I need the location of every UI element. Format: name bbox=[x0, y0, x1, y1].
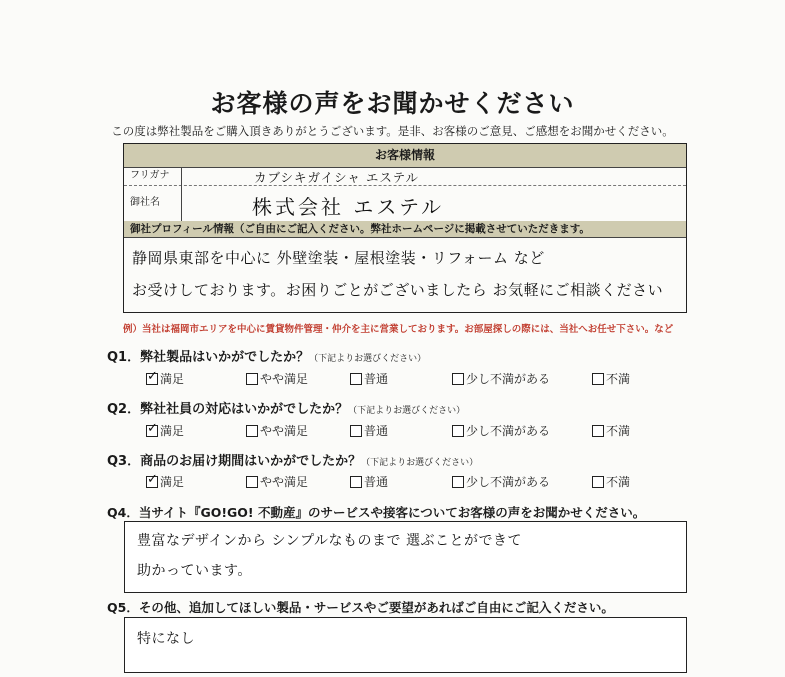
q3-option-dissatisfied[interactable]: 不満 bbox=[592, 473, 630, 490]
customer-info-box bbox=[123, 143, 687, 313]
q2-question bbox=[107, 398, 465, 417]
company-value[interactable]: 株式会社 エステル bbox=[252, 195, 444, 219]
checkbox[interactable] bbox=[246, 373, 258, 385]
customer-info-header: お客様情報 bbox=[124, 144, 686, 168]
q3-option-neutral[interactable]: 普通 bbox=[350, 473, 388, 490]
checkbox[interactable] bbox=[592, 476, 604, 488]
q4-answer-box[interactable] bbox=[124, 521, 687, 593]
checkbox[interactable] bbox=[246, 476, 258, 488]
page-title: お客様の声をお聞かせください bbox=[210, 89, 575, 118]
checkbox[interactable] bbox=[452, 425, 464, 437]
profile-answer[interactable] bbox=[132, 242, 680, 306]
company-row bbox=[124, 185, 686, 222]
checkbox[interactable] bbox=[350, 425, 362, 437]
q1-option-neutral[interactable]: 普通 bbox=[350, 370, 388, 387]
profile-header: 御社プロフィール情報（ご自由にご記入ください。弊社ホームページに掲載させていただきます。 bbox=[124, 221, 686, 238]
furigana-label: フリガナ bbox=[124, 167, 182, 185]
q5-answer: 特になし bbox=[137, 631, 195, 647]
checkbox-checked[interactable] bbox=[146, 373, 158, 385]
checkbox[interactable] bbox=[246, 425, 258, 437]
q3-hint: （下記よりお選びください） bbox=[361, 458, 479, 468]
q3-option-satisfied[interactable]: ✓ 満足 bbox=[146, 473, 184, 490]
checkbox[interactable] bbox=[350, 373, 362, 385]
q5-question: Q5．その他、追加してほしい製品・サービスやご要望があればご自由にご記入ください。 bbox=[107, 600, 614, 615]
q1-label: Q1．弊社製品はいかがでしたか？ bbox=[107, 350, 310, 365]
q2-option-satisfied[interactable]: ✓ 満足 bbox=[146, 422, 184, 439]
checkbox[interactable] bbox=[452, 476, 464, 488]
q2-option-somewhat-satisfied[interactable]: やや満足 bbox=[246, 422, 308, 439]
checkbox[interactable] bbox=[452, 373, 464, 385]
q2-label: Q2．弊社社員の対応はいかがでしたか？ bbox=[107, 402, 349, 417]
q4-answer bbox=[137, 526, 522, 586]
example-note: 例）当社は福岡市エリアを中心に賃貸物件管理・仲介を主に営業しております。お部屋探しの際には、当社へお任せ下さい。など bbox=[123, 324, 674, 335]
q1-question bbox=[107, 346, 426, 365]
q2-hint: （下記よりお選びください） bbox=[348, 406, 466, 416]
checkbox[interactable] bbox=[350, 476, 362, 488]
profile-line-1: 静岡県東部を中心に 外壁塗装・屋根塗装・リフォーム など bbox=[132, 249, 545, 267]
q4-answer-line-2: 助かっています。 bbox=[137, 563, 252, 579]
checkbox-checked[interactable] bbox=[146, 476, 158, 488]
intro-text: この度は弊社製品をご購入頂きありがとうございます。是非、お客様のご意見、ご感想をお聞かせください。 bbox=[111, 124, 674, 138]
furigana-row bbox=[124, 167, 686, 186]
checkbox[interactable] bbox=[592, 425, 604, 437]
q3-option-somewhat-satisfied[interactable]: やや満足 bbox=[246, 473, 308, 490]
q1-option-dissatisfied[interactable]: 不満 bbox=[592, 370, 630, 387]
q3-question bbox=[107, 450, 478, 469]
q4-answer-line-1: 豊富なデザインから シンプルなものまで 選ぶことができて bbox=[137, 533, 523, 549]
checkbox-checked[interactable] bbox=[146, 425, 158, 437]
q1-hint: （下記よりお選びください） bbox=[309, 354, 427, 364]
q1-option-satisfied[interactable]: ✓ 満足 bbox=[146, 370, 184, 387]
q5-answer-box[interactable] bbox=[124, 617, 687, 673]
furigana-value[interactable]: カブシキガイシャ エステル bbox=[254, 170, 419, 185]
profile-line-2: お受けしております。お困りごとがございましたら お気軽にご相談ください bbox=[132, 281, 664, 299]
checkbox[interactable] bbox=[592, 373, 604, 385]
q4-question: Q4．当サイト『GO!GO! 不動産』のサービスや接客についてお客様の声をお聞かせください。 bbox=[107, 505, 646, 520]
q3-label: Q3．商品のお届け期間はいかがでしたか？ bbox=[107, 454, 362, 469]
q2-option-somewhat-dissatisfied[interactable]: 少し不満がある bbox=[452, 422, 550, 439]
q3-option-somewhat-dissatisfied[interactable]: 少し不満がある bbox=[452, 473, 550, 490]
company-label: 御社名 bbox=[124, 185, 182, 221]
q2-option-dissatisfied[interactable]: 不満 bbox=[592, 422, 630, 439]
q2-option-neutral[interactable]: 普通 bbox=[350, 422, 388, 439]
q1-option-somewhat-satisfied[interactable]: やや満足 bbox=[246, 370, 308, 387]
q1-option-somewhat-dissatisfied[interactable]: 少し不満がある bbox=[452, 370, 550, 387]
